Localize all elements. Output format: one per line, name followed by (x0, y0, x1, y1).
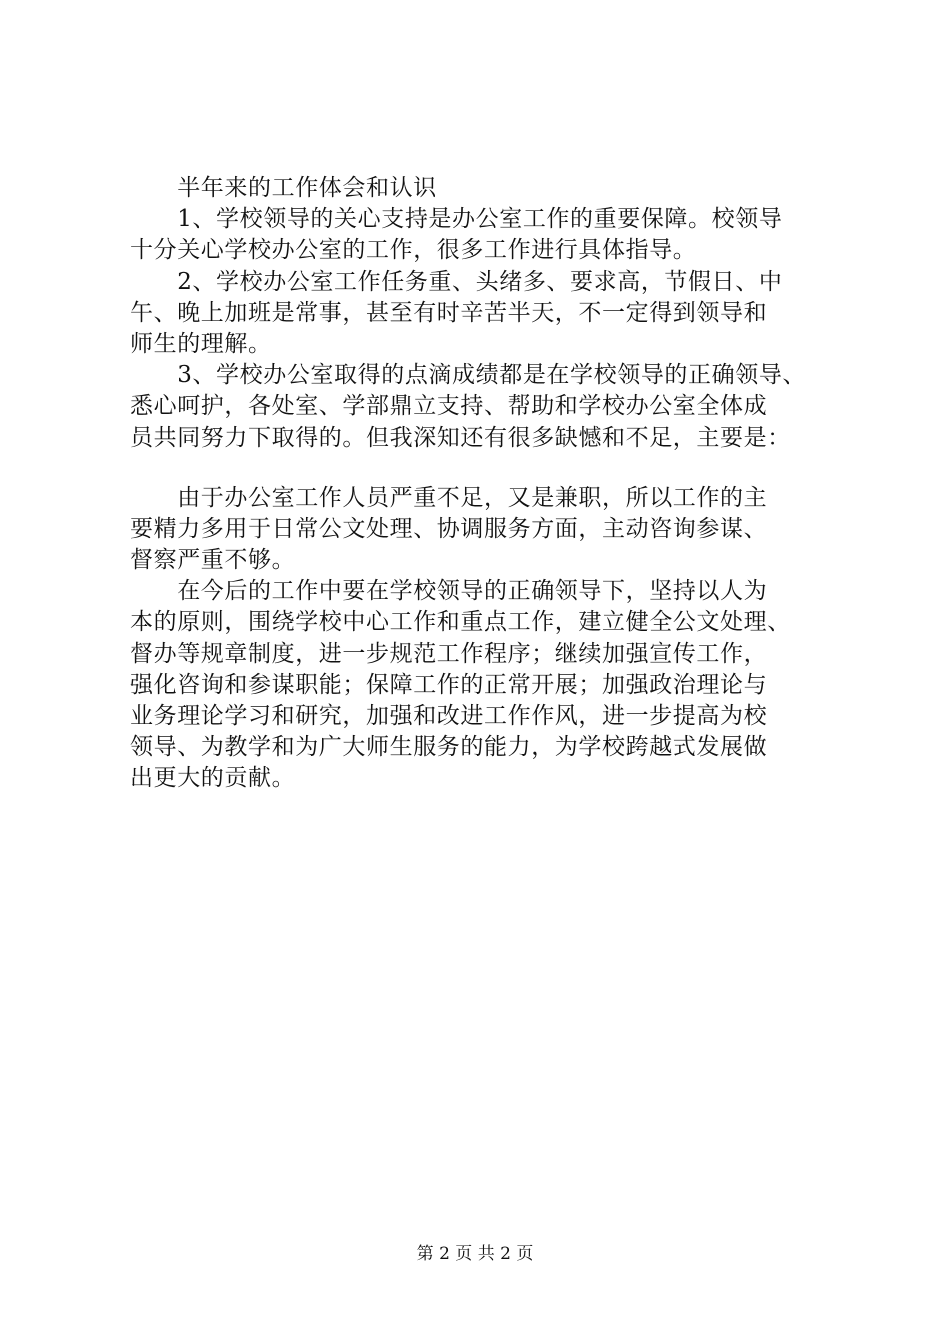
text-line: 督察严重不够。 (130, 547, 296, 574)
text-line: 强化咨询和参谋职能；保障工作的正常开展；加强政治理论与 (130, 671, 768, 698)
document-body (130, 173, 830, 795)
text-line: 悉心呵护，各处室、学部鼎立支持、帮助和学校办公室全体成 (130, 393, 768, 420)
text-line: 出更大的贡献。 (130, 765, 296, 792)
text-line: 本的原则，围绕学校中心工作和重点工作，建立健全公文处理、 (130, 609, 791, 636)
heading-line: 半年来的工作体会和认识 (130, 175, 437, 201)
text-line: 十分关心学校办公室的工作，很多工作进行具体指导。 (130, 237, 697, 264)
text-line: 师生的理解。 (130, 330, 272, 357)
text-line: 2、学校办公室工作任务重、头绪多、要求高，节假日、中 (130, 268, 783, 295)
text-line: 督办等规章制度，进一步规范工作程序；继续加强宣传工作， (130, 640, 768, 667)
text-line: 员共同努力下取得的。但我深知还有很多缺憾和不足，主要是： (130, 424, 791, 451)
text-line: 业务理论学习和研究，加强和改进工作作风，进一步提高为校 (130, 703, 768, 729)
paragraph-gap (130, 454, 830, 483)
text-line: 3、学校办公室取得的点滴成绩都是在学校领导的正确领导、 (130, 362, 807, 389)
text-line: 由于办公室工作人员严重不足，又是兼职，所以工作的主 (130, 484, 768, 511)
text-line: 1、学校领导的关心支持是办公室工作的重要保障。校领导 (130, 206, 783, 233)
page-footer: 第 2 页 共 2 页 (416, 1244, 534, 1264)
text-line: 在今后的工作中要在学校领导的正确领导下，坚持以人为 (130, 578, 768, 605)
text-line: 领导、为教学和为广大师生服务的能力，为学校跨越式发展做 (130, 734, 768, 761)
text-line: 午、晚上加班是常事，甚至有时辛苦半天，不一定得到领导和 (130, 299, 768, 326)
text-line: 要精力多用于日常公文处理、协调服务方面，主动咨询参谋、 (130, 515, 768, 542)
